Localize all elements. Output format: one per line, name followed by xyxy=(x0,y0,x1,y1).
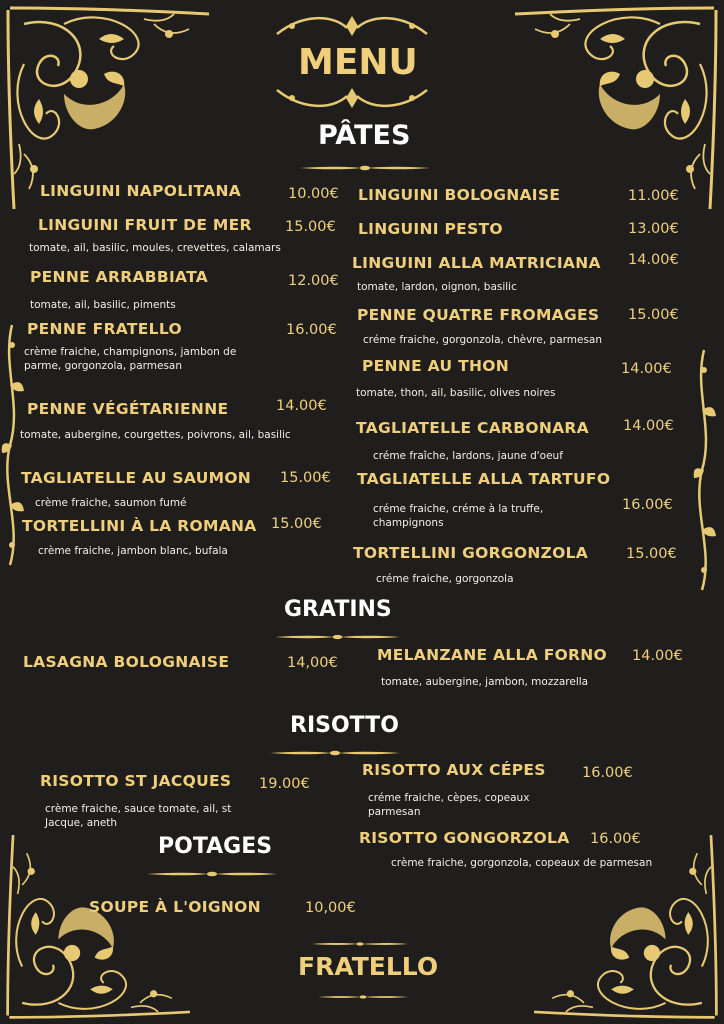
pates-divider-icon xyxy=(300,163,430,173)
potages-section-title: POTAGES xyxy=(158,834,273,859)
dish-description: crème fraiche, jambon blanc, bufala xyxy=(38,545,228,557)
dish-name: TAGLIATELLE AU SAUMON xyxy=(21,469,252,487)
dish-price: 14.00€ xyxy=(628,252,679,268)
dish-name: PENNE AU THON xyxy=(362,357,509,375)
dish-price: 15.00€ xyxy=(280,470,331,486)
risotto-divider-icon xyxy=(270,748,400,758)
dish-description: créme fraîche, lardons, jaune d'oeuf xyxy=(373,450,563,462)
dish-price: 15.00€ xyxy=(285,219,336,235)
dish-description: créme fraiche, gorgonzola xyxy=(376,573,514,585)
gratins-section-title: GRATINS xyxy=(284,597,392,622)
dish-description: crème fraiche, sauce tomate, ail, st xyxy=(45,803,232,815)
footer-top-divider-icon xyxy=(312,939,408,949)
dish-price: 16.00€ xyxy=(286,322,337,338)
dish-name: MELANZANE ALLA FORNO xyxy=(377,646,608,664)
dish-name: PENNE VÉGÉTARIENNE xyxy=(27,400,229,418)
dish-price: 19.00€ xyxy=(259,776,310,792)
dish-name: TORTELLINI À LA ROMANA xyxy=(22,517,257,535)
dish-price: 11.00€ xyxy=(628,188,679,204)
dish-description-line2: champignons xyxy=(373,517,444,529)
dish-description: tomate, lardon, oignon, basilic xyxy=(357,281,517,293)
dish-name: RISOTTO AUX CÉPES xyxy=(362,761,546,779)
dish-description: tomate, aubergine, courgettes, poivrons, ail, basilic xyxy=(20,429,291,441)
dish-description: tomate, ail, basilic, moules, crevettes, calamars xyxy=(29,242,281,254)
dish-name: LINGUINI PESTO xyxy=(358,220,503,238)
dish-price: 10.00€ xyxy=(288,186,339,202)
dish-description: créme fraiche, cèpes, copeaux xyxy=(368,792,530,804)
dish-price: 14.00€ xyxy=(276,398,327,414)
dish-description-line2: parmesan xyxy=(368,806,421,818)
dish-description: crème fraiche, gorgonzola, copeaux de parmesan xyxy=(391,857,653,869)
gratins-divider-icon xyxy=(275,632,400,642)
dish-price: 15.00€ xyxy=(628,307,679,323)
dish-price: 16.00€ xyxy=(622,497,673,513)
dish-description: tomate, thon, ail, basilic, olives noires xyxy=(356,387,556,399)
risotto-section-title: RISOTTO xyxy=(290,713,399,738)
dish-name: LINGUINI BOLOGNAISE xyxy=(358,186,561,204)
dish-name: LASAGNA BOLOGNAISE xyxy=(23,653,230,671)
menu-bottom-flourish-icon xyxy=(272,84,432,110)
dish-price: 14.00€ xyxy=(621,361,672,377)
dish-price: 14,00€ xyxy=(287,655,338,671)
dish-description-line2: parme, gorgonzola, parmesan xyxy=(24,360,183,372)
dish-name: TAGLIATELLE CARBONARA xyxy=(356,419,589,437)
dish-name: LINGUINI NAPOLITANA xyxy=(40,182,242,200)
dish-price: 14.00€ xyxy=(623,418,674,434)
dish-name: TORTELLINI GORGONZOLA xyxy=(353,544,589,562)
dish-description: créme fraiche, créme à la truffe, xyxy=(373,503,544,515)
dish-name: SOUPE À L'OIGNON xyxy=(89,898,261,916)
dish-description: crème fraiche, saumon fumé xyxy=(35,497,187,509)
dish-description-line2: Jacque, aneth xyxy=(45,817,118,829)
dish-price: 15.00€ xyxy=(271,516,322,532)
dish-price: 10,00€ xyxy=(305,900,356,916)
dish-name: PENNE FRATELLO xyxy=(27,320,182,338)
dish-name: PENNE ARRABBIATA xyxy=(30,268,209,286)
dish-description: crème fraiche, champignons, jambon de xyxy=(24,346,237,358)
dish-name: LINGUINI ALLA MATRICIANA xyxy=(352,254,601,272)
potages-divider-icon xyxy=(147,869,277,879)
dish-name: RISOTTO GONGORZOLA xyxy=(359,829,570,847)
menu-top-flourish-icon xyxy=(272,14,432,40)
menu-title: MENU xyxy=(298,42,418,83)
dish-price: 14.00€ xyxy=(632,648,683,664)
side-vine-right-icon xyxy=(694,340,716,600)
pates-section-title: PÂTES xyxy=(318,120,411,151)
footer-bottom-divider-icon xyxy=(318,992,408,1002)
dish-description: tomate, ail, basilic, piments xyxy=(30,299,176,311)
dish-name: LINGUINI FRUIT DE MER xyxy=(38,216,252,234)
dish-name: PENNE QUATRE FROMAGES xyxy=(357,306,600,324)
dish-price: 16.00€ xyxy=(582,765,633,781)
side-vine-left-icon xyxy=(2,315,24,575)
dish-name: TAGLIATELLE ALLA TARTUFO xyxy=(357,470,611,488)
dish-description: tomate, aubergine, jambon, mozzarella xyxy=(381,676,589,688)
restaurant-name: FRATELLO xyxy=(298,952,439,981)
dish-price: 15.00€ xyxy=(626,546,677,562)
dish-description: créme fraiche, gorgonzola, chèvre, parmesan xyxy=(363,334,603,346)
dish-price: 16.00€ xyxy=(590,831,641,847)
dish-name: RISOTTO ST JACQUES xyxy=(40,772,232,790)
dish-price: 13.00€ xyxy=(628,221,679,237)
dish-price: 12.00€ xyxy=(288,273,339,289)
